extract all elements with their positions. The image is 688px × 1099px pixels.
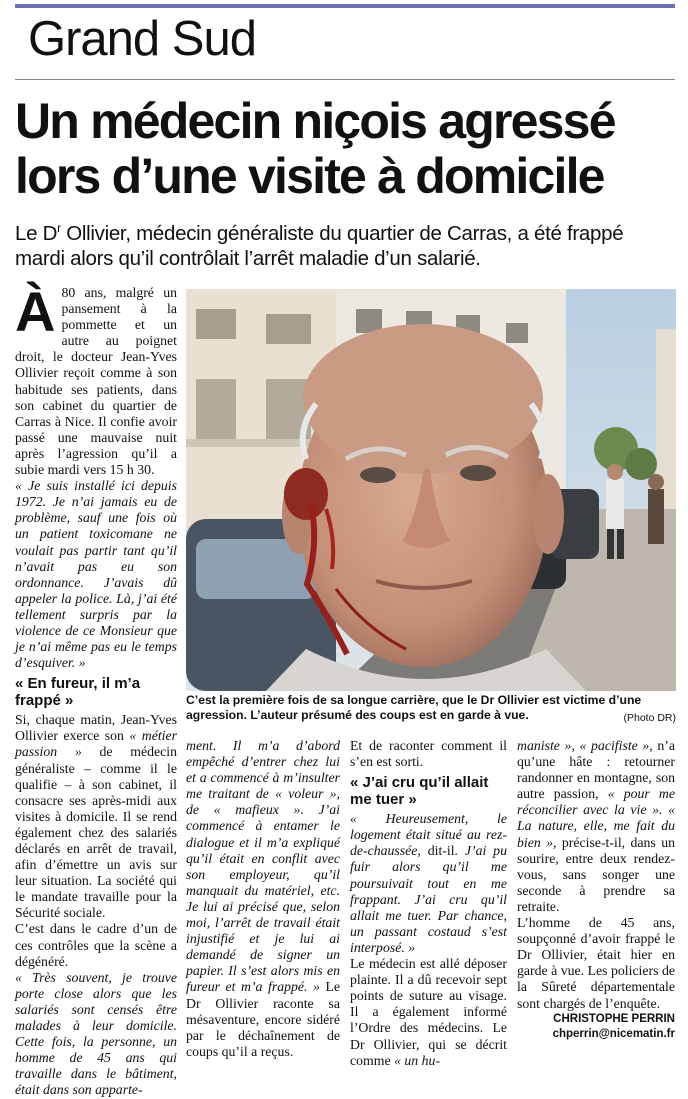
col1-p2a: Si, chaque matin, Jean-Yves Ollivier exerce son bbox=[15, 712, 177, 744]
author-email[interactable]: chperrin@nicematin.fr bbox=[552, 1027, 675, 1040]
article-column-4 bbox=[517, 738, 675, 1042]
article-column-3 bbox=[350, 738, 507, 1069]
doctor-selfie-image bbox=[186, 289, 676, 691]
drop-cap: À bbox=[15, 280, 56, 343]
headline-line-1: Un médecin niçois agressé bbox=[15, 93, 615, 149]
section-divider bbox=[15, 79, 675, 80]
standfirst bbox=[15, 216, 675, 271]
col1-paragraph-1: 80 ans, malgré un pansement à la pommette et un autre au poignet droit, le docteur Jean-Yves Ollivier reçoit comme à son habitude ses patients, dans son cabinet du quartier de Carras à Nice. Il confie avoir passé une mauvaise nuit après l’agression qu’il a subie mardi vers 15 h 30. bbox=[15, 285, 177, 478]
col1-quote-1: « Je suis installé ici depuis 1972. Je n’ai jamais eu de problème, sauf une fois où un patient toxicomane ne voulait pas partir tant qu’il n’avait pas eu son ordonnance. J’avais dû appeler la police. Là, j’ai été tellement surpris par la violence de ce Monsieur que je n’ai même pas eu le temps d’esquiver. » bbox=[15, 478, 177, 671]
col3-subheading: « J’ai cru qu’il allait me tuer » bbox=[350, 774, 489, 809]
standfirst-sup: r bbox=[57, 221, 61, 235]
col1-paragraph-2 bbox=[15, 712, 177, 921]
col2-quote: ment. Il m’a d’abord empêché d’entrer chez lui et a commencé à m’insulter me traitant de « voleur », de « mafieux ». J’ai commencé à entamer le dialogue et il m’a expliqué qu’il était en conflit avec son employeur, qu’il manquait du matériel, etc. Je lui ai précisé que, selon moi, l’arrêt de travail était injustifié et je lui ai demandé de signer un papier. Il s’est alors mis en fureur et m’a frappé. » bbox=[186, 738, 340, 995]
section-title: Grand Sud bbox=[28, 12, 256, 66]
article-photo bbox=[186, 289, 676, 691]
col3-quote-2: J’ai pu fuir alors qu’il me poursuivait tout en me frappant. J’ai cru qu’il allait me tuer. Par chance, un passant costaud s’est interposé. » bbox=[350, 843, 507, 955]
standfirst-post: Ollivier, médecin généraliste du quartier de Carras, a été frappé mardi alors qu’il contrôlait l’arrêt maladie d’un salarié. bbox=[15, 221, 624, 270]
col1-p2c: de médecin généraliste – comme il le qualifie – à son cabinet, il consacre ses après-midi aux visites à domicile. Il se rend également chez des salariés déclarés en arrêt de travail, afin d’émettre un avis sur leur situation. La société qui le mandate travaille pour la Sécurité sociale. bbox=[15, 744, 178, 921]
article-column-2 bbox=[186, 738, 340, 1060]
photo-credit: (Photo DR) bbox=[623, 712, 676, 724]
headline bbox=[15, 94, 675, 204]
col1-quote-2: « Très souvent, je trouve porte close alors que les salariés sont censés être malades à leur domicile. Cette fois, la personne, un homme de 45 ans qui travaille dans le bâtiment, était dans son apparte- bbox=[15, 969, 177, 1098]
article-column-1 bbox=[15, 280, 178, 1099]
col4-paragraph-1: n’a qu’une hâte : retourner randonner en montagne, son autre passion, bbox=[517, 738, 675, 802]
col3-paragraph-3: Le médecin est allé déposer plainte. Il a dû recevoir sept points de suture au visage. Il a également informé l’Ordre des médecins. Le Dr Ollivier, qui se décrit comme bbox=[350, 956, 507, 1068]
col4-quote-2: « pour me réconcilier avec la vie ». « La nature, elle, me fait du bien », bbox=[517, 786, 676, 850]
col1-p2b: « métier passion » bbox=[15, 728, 177, 760]
col3-quote-3: « un hu- bbox=[394, 1052, 441, 1068]
col3-paragraph-1: Et de raconter comment il s’en est sorti. bbox=[350, 738, 507, 770]
top-rule bbox=[15, 4, 675, 8]
col4-paragraph-2: précise-t-il, dans un sourire, entre deux rendez-vous, sans songer une seconde à prendre sa retraite. bbox=[517, 834, 675, 914]
col4-quote-1: maniste », « pacifiste », bbox=[517, 738, 653, 753]
col4-paragraph-3: L’homme de 45 ans, soupçonné d’avoir frappé le Dr Ollivier, était hier en garde à vue. Les policiers de la Sûreté départementale sont chargés de l’enquête. bbox=[517, 915, 675, 1011]
photo-caption: C’est la première fois de sa longue carrière, que le Dr Ollivier est victime d’une agression. L’auteur présumé des coups est en garde à vue. bbox=[186, 693, 642, 722]
col2-paragraph: Le Dr Ollivier raconte sa mésaventure, encore sidéré par le déchaînement de coups qu’il a reçus. bbox=[186, 979, 340, 1059]
headline-line-2: lors d’une visite à domicile bbox=[15, 148, 604, 204]
standfirst-pre: Le D bbox=[15, 221, 58, 245]
col1-paragraph-3: C’est dans le cadre d’un de ces contrôles que la scène a dégénéré. bbox=[15, 921, 177, 969]
col3-quote-1: « Heureusement, le logement était situé au rez-de-chaussée, bbox=[350, 811, 507, 859]
author-name: CHRISTOPHE PERRIN bbox=[553, 1012, 675, 1025]
col3-p2: dit-il. bbox=[420, 843, 465, 859]
col1-subheading: « En fureur, il m’a frappé » bbox=[15, 675, 141, 710]
